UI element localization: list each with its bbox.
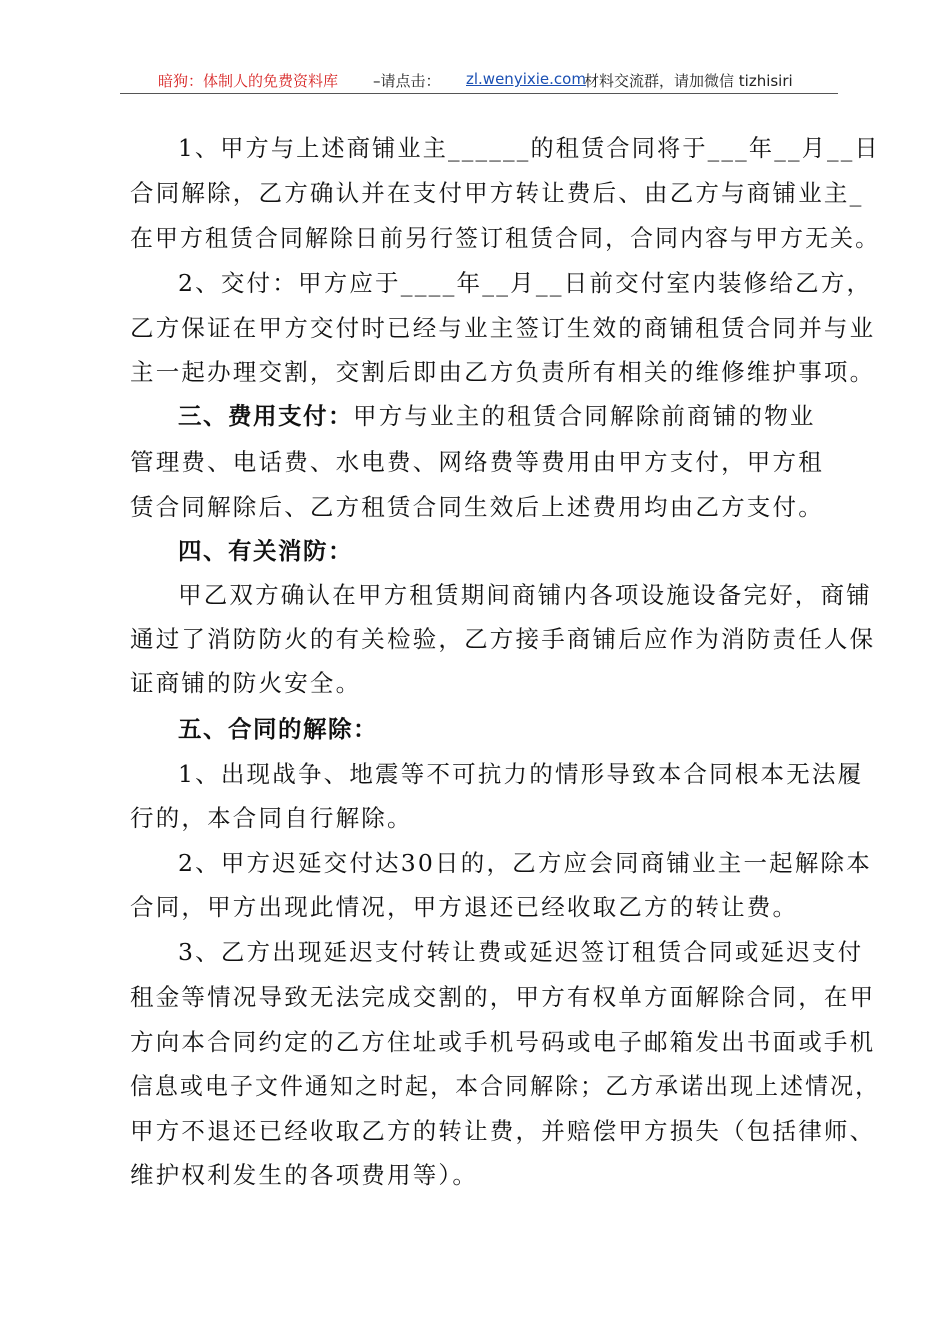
section-4-heading: 四、有关消防： [178,537,353,565]
section-3-line [178,401,816,431]
text-line: 甲方不退还已经收取乙方的转让费，并赔偿甲方损失（包括律师、 [130,1117,876,1145]
text-line: 甲乙双方确认在甲方租赁期间商铺内各项设施设备完好，商铺 [178,581,872,609]
text-line: 在甲方租赁合同解除日前另行签订租赁合同，合同内容与甲方无关。 [130,224,881,252]
text-line: 通过了消防防火的有关检验，乙方接手商铺后应作为消防责任人保 [130,625,876,653]
text-line: 主一起办理交割，交割后即由乙方负责所有相关的维修维护事项。 [130,358,876,386]
section-3-text: 甲方与业主的租赁合同解除前商铺的物业 [353,402,816,430]
header-group-note: 材料交流群，请加微信 tizhisiri [584,72,793,90]
text-line: 管理费、电话费、水电费、网络费等费用由甲方支付，甲方租 [130,448,824,476]
text-line: 3、乙方出现延迟支付转让费或延迟签订租赁合同或延迟支付 [178,938,864,966]
section-3-heading: 三、费用支付： [178,402,353,430]
header-divider [120,93,838,94]
text-line: 2、交付：甲方应于____年__月__日前交付室内装修给乙方， [178,269,873,297]
header-click-prompt: –请点击： [373,72,441,90]
text-line: 赁合同解除后、乙方租赁合同生效后上述费用均由乙方支付。 [130,493,824,521]
text-line: 租金等情况导致无法完成交割的，甲方有权单方面解除合同，在甲 [130,983,876,1011]
text-line: 方向本合同约定的乙方住址或手机号码或电子邮箱发出书面或手机 [130,1028,876,1056]
section-5-heading: 五、合同的解除： [178,715,378,743]
text-line: 1、甲方与上述商铺业主______的租赁合同将于___年__月__日 [178,134,880,162]
text-line: 行的，本合同自行解除。 [130,804,413,832]
text-line: 乙方保证在甲方交付时已经与业主签订生效的商铺租赁合同并与业 [130,314,876,342]
text-line: 合同解除，乙方确认并在支付甲方转让费后、由乙方与商铺业主_ [130,179,864,207]
page-header [0,66,950,92]
text-line: 证商铺的防火安全。 [130,669,362,697]
text-line: 维护权利发生的各项费用等）。 [130,1161,479,1189]
text-line: 2、甲方迟延交付达30日的，乙方应会同商铺业主一起解除本 [178,849,872,877]
header-brand: 暗狗：体制人的免费资料库 [158,72,339,90]
text-line: 信息或电子文件通知之时起，本合同解除；乙方承诺出现上述情况， [130,1072,881,1100]
text-line: 1、出现战争、地震等不可抗力的情形导致本合同根本无法履 [178,760,864,788]
header-url-link[interactable]: zl.wenyixie.com [466,70,586,88]
text-line: 合同，甲方出现此情况，甲方退还已经收取乙方的转让费。 [130,893,799,921]
